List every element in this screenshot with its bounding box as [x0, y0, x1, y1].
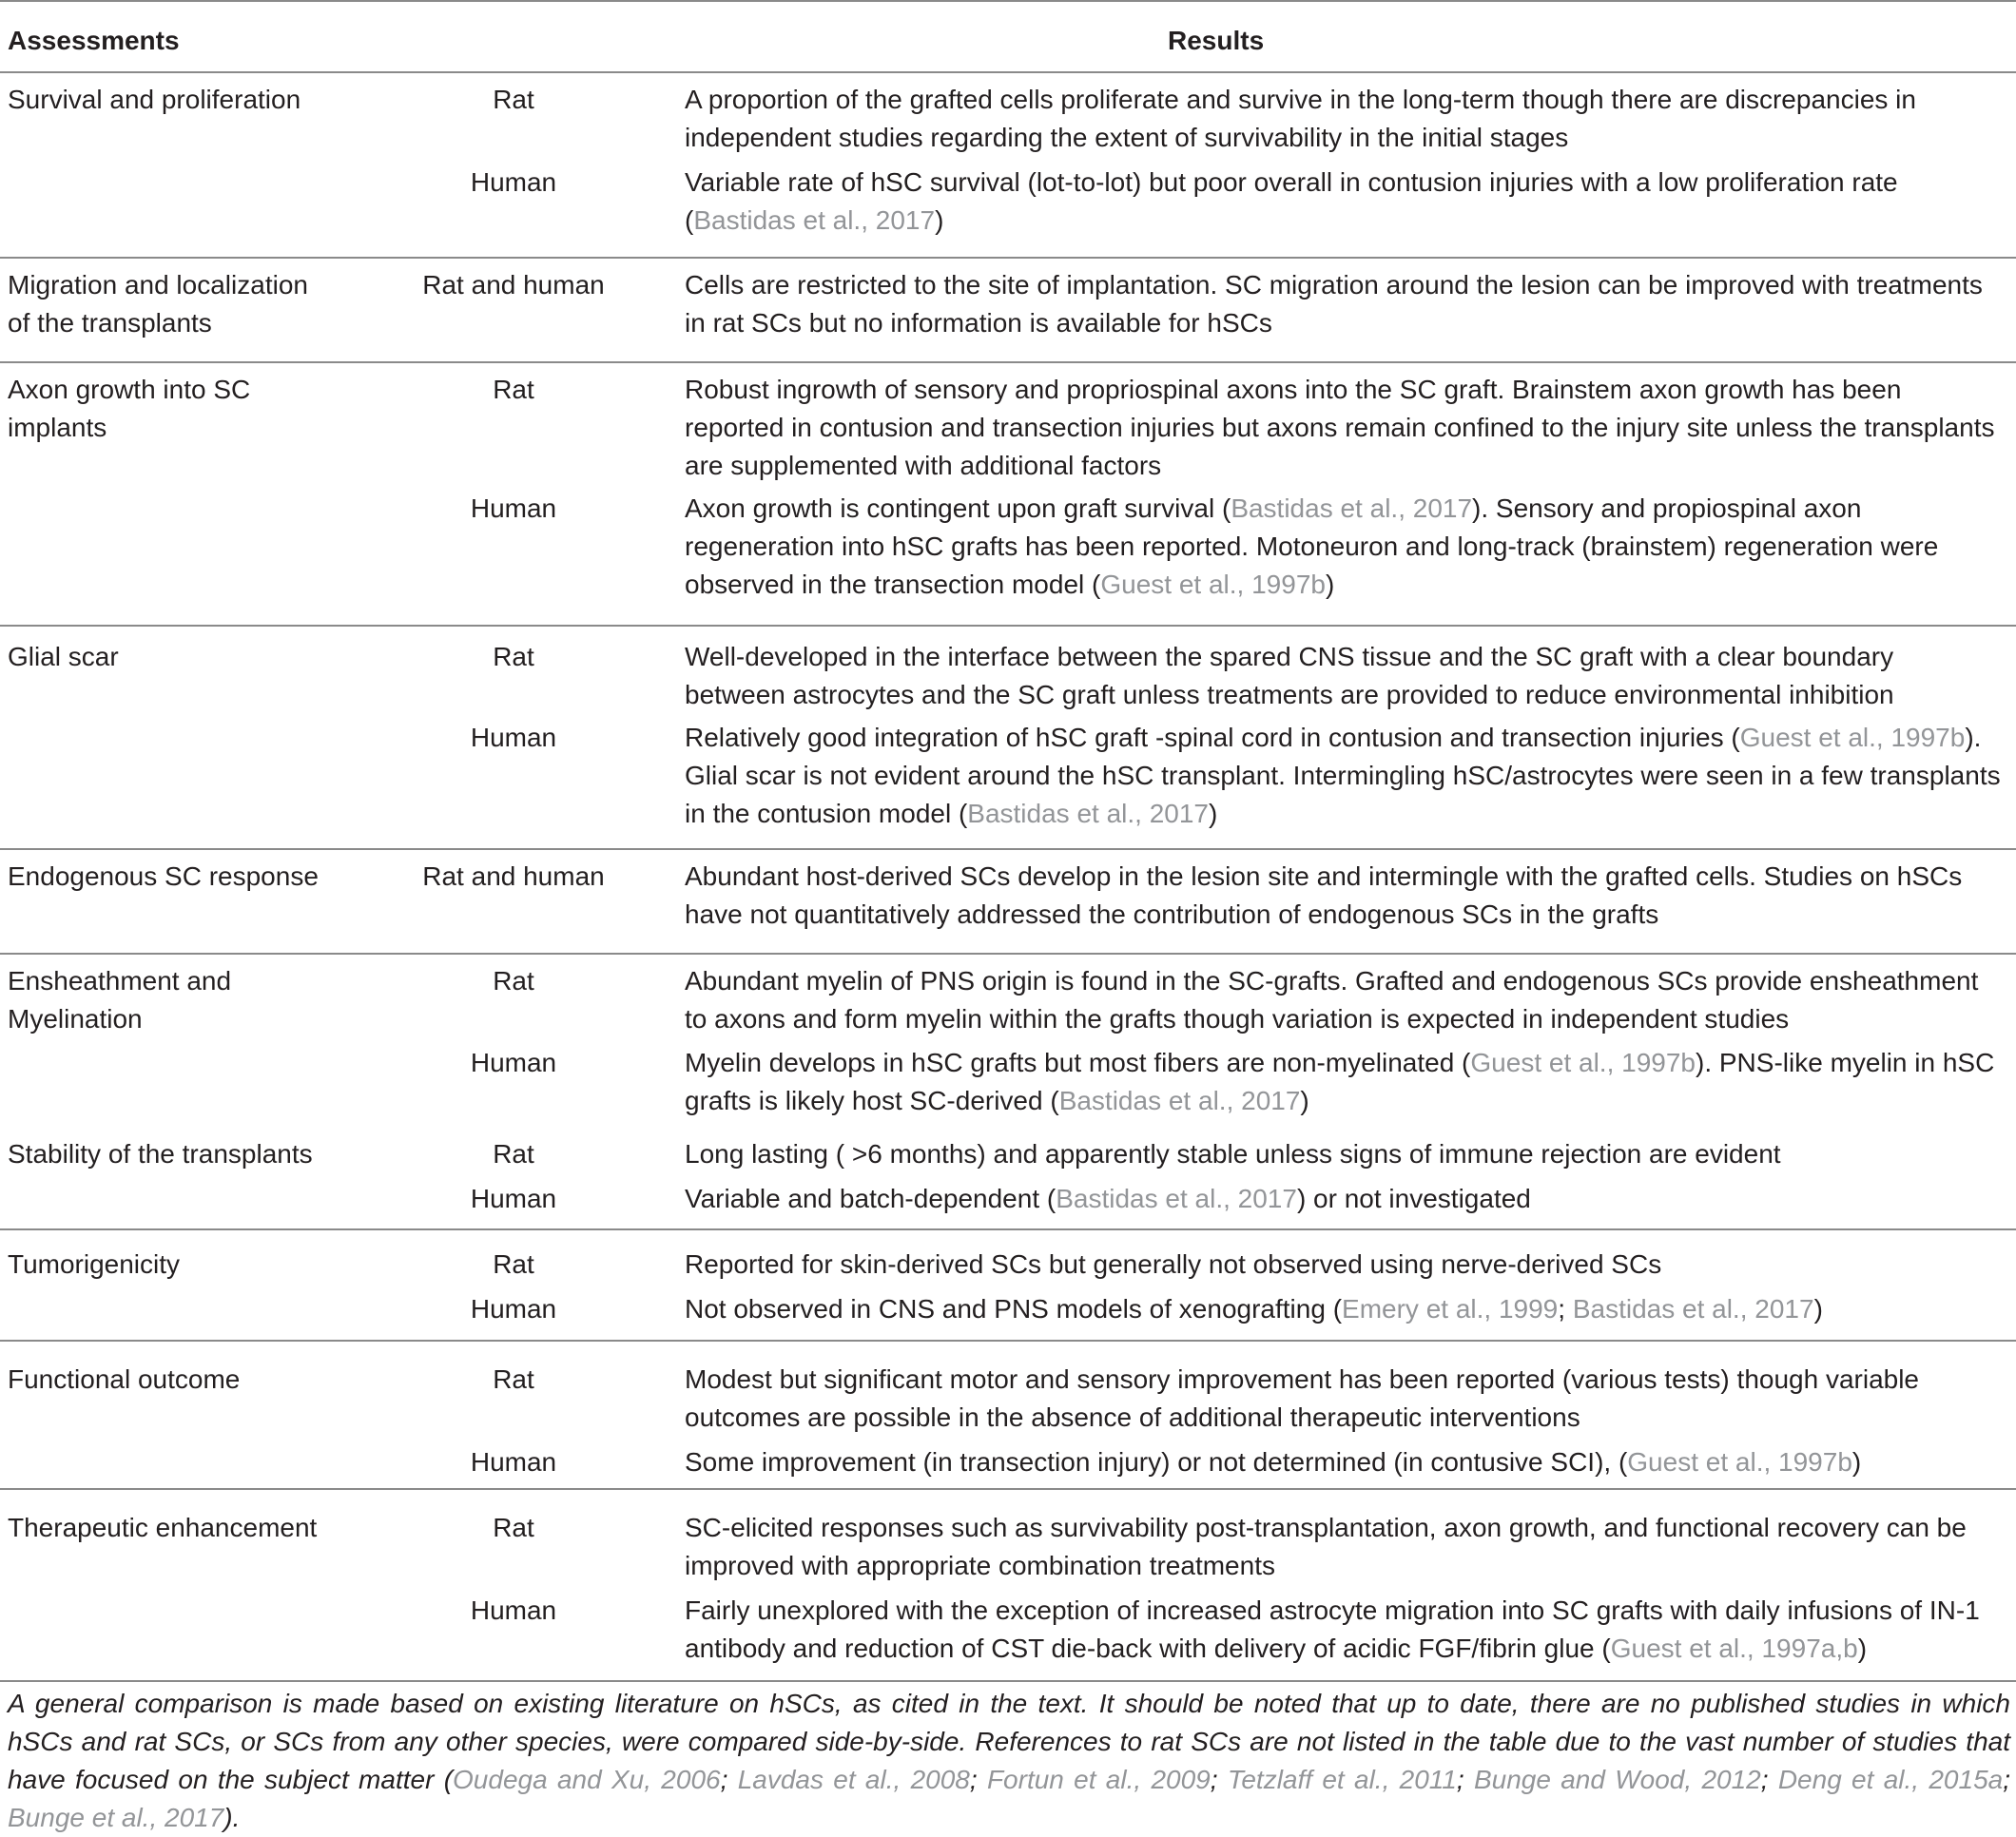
- text-span: ;: [720, 1765, 738, 1794]
- result-line: [685, 566, 2011, 604]
- result-text: [685, 1592, 2011, 1668]
- species-label: Rat: [493, 1364, 534, 1394]
- text-span: Long lasting ( >6 months) and apparently stable unless signs of immune rejection are evident: [685, 1139, 1781, 1169]
- text-span: ): [1813, 1294, 1823, 1324]
- result-line: [685, 202, 2011, 240]
- footnote-line: [8, 1761, 2010, 1799]
- text-span: in rat SCs but no information is available for hSCs: [685, 308, 1272, 338]
- assessment-line: Myelination: [8, 1004, 143, 1034]
- assessment-label: [8, 1246, 331, 1284]
- table-section: [0, 259, 2016, 363]
- text-span: ).: [1965, 723, 1982, 752]
- result-text: [685, 1180, 2011, 1218]
- text-span: ;: [969, 1765, 987, 1794]
- result-line: [685, 371, 2011, 409]
- text-span: have focused on the subject matter (: [8, 1765, 454, 1794]
- species-label: Rat: [493, 85, 534, 114]
- result-line: [685, 1246, 2011, 1284]
- text-span: Axon growth is contingent upon graft survival (: [685, 493, 1231, 523]
- result-text: [685, 1361, 2011, 1437]
- text-span: Myelin develops in hSC grafts but most fibers are non-myelinated (: [685, 1048, 1471, 1077]
- result-text: [685, 266, 2011, 342]
- result-line: [685, 1044, 2011, 1082]
- text-span: Abundant host-derived SCs develop in the lesion site and intermingle with the grafted cells. Studies on hSCs: [685, 861, 1963, 891]
- text-span: Modest but significant motor and sensory improvement has been reported (various tests) though variable: [685, 1364, 1920, 1394]
- result-text: [685, 1246, 2011, 1284]
- result-line: [685, 81, 2011, 119]
- result-line: [685, 447, 2011, 485]
- assessment-line: Endogenous SC response: [8, 861, 319, 891]
- result-line: [685, 490, 2011, 528]
- assessment-line: Stability of the transplants: [8, 1139, 313, 1169]
- assessment-label: [8, 962, 331, 1038]
- species-label: Human: [470, 1184, 557, 1213]
- text-span: Cells are restricted to the site of implantation. SC migration around the lesion can be improved with treatments: [685, 270, 1983, 300]
- text-span: observed in the transection model (: [685, 570, 1101, 599]
- result-line: [685, 304, 2011, 342]
- result-text: [685, 164, 2011, 240]
- species-label: Human: [470, 723, 557, 752]
- result-text: [685, 1443, 2011, 1481]
- assessment-line: Glial scar: [8, 642, 119, 671]
- result-line: [685, 638, 2011, 676]
- result-line: [685, 528, 2011, 566]
- result-line: [685, 266, 2011, 304]
- citation: Tetzlaff et al., 2011: [1227, 1765, 1457, 1794]
- citation: Guest et al., 1997a,b: [1610, 1634, 1858, 1663]
- text-span: ): [1325, 570, 1335, 599]
- text-span: grafts is likely host SC-derived (: [685, 1086, 1059, 1115]
- result-line: [685, 1361, 2011, 1399]
- citation: Bunge and Wood, 2012: [1473, 1765, 1761, 1794]
- result-text: [685, 1044, 2011, 1120]
- result-line: [685, 1180, 2011, 1218]
- result-line: [685, 1399, 2011, 1437]
- assessment-line: Therapeutic enhancement: [8, 1513, 318, 1542]
- text-span: SC-elicited responses such as survivability post-transplantation, axon growth, and functional recovery can be: [685, 1513, 1967, 1542]
- header-assessments: Assessments: [8, 26, 180, 55]
- citation: Guest et al., 1997b: [1470, 1048, 1696, 1077]
- citation: Bastidas et al., 2017: [1058, 1086, 1301, 1115]
- text-span: ): [1209, 799, 1218, 828]
- table-section: [0, 850, 2016, 955]
- text-span: Fairly unexplored with the exception of increased astrocyte migration into SC grafts with daily infusions of IN-1: [685, 1595, 1980, 1625]
- text-span: Some improvement (in transection injury) or not determined (in contusive SCI), (: [685, 1447, 1628, 1477]
- result-text: [685, 1509, 2011, 1585]
- table-footnote: [8, 1685, 2010, 1837]
- result-line: [685, 1630, 2011, 1668]
- species-label: Rat: [493, 1513, 534, 1542]
- species-label: Human: [470, 1294, 557, 1324]
- species-label: Rat and human: [422, 861, 605, 891]
- assessment-line: Tumorigenicity: [8, 1249, 181, 1279]
- text-span: are supplemented with additional factors: [685, 451, 1162, 480]
- citation: Bastidas et al., 2017: [1056, 1184, 1297, 1213]
- text-span: Glial scar is not evident around the hSC transplant. Intermingling hSC/astrocytes were seen in a few transplants: [685, 761, 2001, 790]
- assessment-line: Ensheathment and: [8, 966, 232, 996]
- text-span: A general comparison is made based on existing literature on hSCs, as cited in the text. It should be noted that up to date, there are no published studies in which: [8, 1689, 2010, 1718]
- species-label: Human: [470, 1595, 557, 1625]
- text-span: between astrocytes and the SC graft unless treatments are provided to reduce environmental inhibition: [685, 680, 1894, 709]
- species-label: Rat: [493, 966, 534, 996]
- text-span: ;: [1210, 1765, 1228, 1794]
- species-label: Human: [470, 493, 557, 523]
- table-section: [0, 1230, 2016, 1342]
- text-span: antibody and reduction of CST die-back with delivery of acidic FGF/fibrin glue (: [685, 1634, 1611, 1663]
- text-span: ). Sensory and propiospinal axon: [1472, 493, 1862, 523]
- text-span: regeneration into hSC grafts has been reported. Motoneuron and long-track (brainstem) regeneration were: [685, 532, 1939, 561]
- text-span: Reported for skin-derived SCs but generally not observed using nerve-derived SCs: [685, 1249, 1662, 1279]
- result-line: [685, 858, 2011, 896]
- text-span: A proportion of the grafted cells proliferate and survive in the long-term though there are discrepancies in: [685, 85, 1916, 114]
- text-span: Not observed in CNS and PNS models of xenografting (: [685, 1294, 1343, 1324]
- text-span: Variable and batch-dependent (: [685, 1184, 1056, 1213]
- assessment-line: Axon growth into SC: [8, 375, 251, 404]
- text-span: (: [685, 205, 694, 235]
- text-span: Variable rate of hSC survival (lot-to-lot) but poor overall in contusion injuries with a low proliferation rate: [685, 167, 1898, 197]
- result-text: [685, 1290, 2011, 1328]
- table-section: [0, 1490, 2016, 1682]
- result-line: [685, 1000, 2011, 1038]
- result-line: [685, 119, 2011, 157]
- table-section: [0, 73, 2016, 259]
- species-label: Human: [470, 1048, 557, 1077]
- assessment-label: [8, 638, 331, 676]
- citation: Guest et al., 1997b: [1739, 723, 1966, 752]
- text-span: in the contusion model (: [685, 799, 968, 828]
- result-text: [685, 1135, 2011, 1173]
- assessment-line: Functional outcome: [8, 1364, 241, 1394]
- result-line: [685, 164, 2011, 202]
- assessment-line: of the transplants: [8, 308, 212, 338]
- result-text: [685, 962, 2011, 1038]
- citation: Bastidas et al., 2017: [967, 799, 1210, 828]
- footnote-line: [8, 1723, 2010, 1761]
- assessment-line: Survival and proliferation: [8, 85, 301, 114]
- species-label: Rat: [493, 642, 534, 671]
- assessment-label: [8, 1509, 331, 1547]
- species-label: Human: [470, 1447, 557, 1477]
- text-span: ). PNS-like myelin in hSC: [1696, 1048, 1995, 1077]
- header-results: Results: [1168, 26, 1265, 55]
- species-label: Rat: [493, 375, 534, 404]
- result-line: [685, 757, 2011, 795]
- assessment-label: [8, 81, 331, 119]
- assessment-label: [8, 1135, 331, 1173]
- text-span: ): [1851, 1447, 1862, 1477]
- result-line: [685, 1443, 2011, 1481]
- citation: Bastidas et al., 2017: [693, 205, 936, 235]
- footnote-line: [8, 1685, 2010, 1723]
- text-span: Relatively good integration of hSC graft -spinal cord in contusion and transection injuries (: [685, 723, 1740, 752]
- table-section: [0, 627, 2016, 850]
- result-line: [685, 676, 2011, 714]
- text-span: Well-developed in the interface between the spared CNS tissue and the SC graft with a clear boundary: [685, 642, 1894, 671]
- citation: Bastidas et al., 2017: [1231, 493, 1473, 523]
- result-text: [685, 490, 2011, 604]
- table-section: [0, 1131, 2016, 1230]
- result-line: [685, 409, 2011, 447]
- species-label: Rat: [493, 1249, 534, 1279]
- result-line: [685, 795, 2011, 833]
- text-span: hSCs and rat SCs, or SCs from any other species, were compared side-by-side. References to rat SCs are not listed in the table due to the vast number of studies that: [8, 1727, 2010, 1756]
- assessment-line: Migration and localization: [8, 270, 308, 300]
- text-span: improved with appropriate combination treatments: [685, 1551, 1275, 1580]
- result-line: [685, 896, 2011, 934]
- citation: Fortun et al., 2009: [986, 1765, 1211, 1794]
- result-line: [685, 1082, 2011, 1120]
- text-span: independent studies regarding the extent of survivability in the initial stages: [685, 123, 1569, 152]
- table-section: [0, 363, 2016, 627]
- species-label: Human: [470, 167, 557, 197]
- species-label: Rat: [493, 1139, 534, 1169]
- assessment-line: implants: [8, 413, 107, 442]
- result-line: [685, 1592, 2011, 1630]
- text-span: ;: [1760, 1765, 1778, 1794]
- result-text: [685, 638, 2011, 714]
- text-span: ;: [1558, 1294, 1573, 1324]
- text-span: ): [1857, 1634, 1868, 1663]
- assessment-label: [8, 858, 331, 896]
- citation: Deng et al., 2015a: [1777, 1765, 2004, 1794]
- text-span: outcomes are possible in the absence of additional therapeutic interventions: [685, 1402, 1580, 1432]
- species-label: Rat and human: [422, 270, 605, 300]
- result-line: [685, 1547, 2011, 1585]
- footnote-line: [8, 1799, 2010, 1837]
- result-text: [685, 719, 2011, 833]
- text-span: have not quantitatively addressed the contribution of endogenous SCs in the grafts: [685, 899, 1659, 929]
- result-line: [685, 1290, 2011, 1328]
- citation: Lavdas et al., 2008: [737, 1765, 970, 1794]
- text-span: ;: [1456, 1765, 1474, 1794]
- table-header: [0, 0, 2016, 73]
- table-section: [0, 1342, 2016, 1490]
- text-span: Abundant myelin of PNS origin is found in the SC-grafts. Grafted and endogenous SCs provide ensheathment: [685, 966, 1979, 996]
- citation: Guest et al., 1997b: [1100, 570, 1326, 599]
- result-line: [685, 1135, 2011, 1173]
- table-section: [0, 955, 2016, 1131]
- text-span: ): [1300, 1086, 1309, 1115]
- text-span: Robust ingrowth of sensory and propriospinal axons into the SC graft. Brainstem axon growth has been: [685, 375, 1902, 404]
- result-text: [685, 858, 2011, 934]
- result-line: [685, 719, 2011, 757]
- text-span: ).: [223, 1803, 241, 1832]
- result-line: [685, 962, 2011, 1000]
- citation: Guest et al., 1997b: [1627, 1447, 1852, 1477]
- assessment-label: [8, 266, 331, 342]
- assessment-label: [8, 371, 331, 447]
- citation: Emery et al., 1999: [1342, 1294, 1559, 1324]
- text-span: reported in contusion and transection injuries but axons remain confined to the injury site unless the transplants: [685, 413, 1995, 442]
- citation: Oudega and Xu, 2006: [453, 1765, 721, 1794]
- text-span: ;: [2003, 1765, 2011, 1794]
- text-span: ): [935, 205, 944, 235]
- result-text: [685, 371, 2011, 485]
- assessment-label: [8, 1361, 331, 1399]
- citation: Bunge et al., 2017: [8, 1803, 224, 1832]
- text-span: to axons and form myelin within the grafts though variation is expected in independent studies: [685, 1004, 1790, 1034]
- text-span: ) or not investigated: [1296, 1184, 1531, 1213]
- result-text: [685, 81, 2011, 157]
- citation: Bastidas et al., 2017: [1572, 1294, 1814, 1324]
- result-line: [685, 1509, 2011, 1547]
